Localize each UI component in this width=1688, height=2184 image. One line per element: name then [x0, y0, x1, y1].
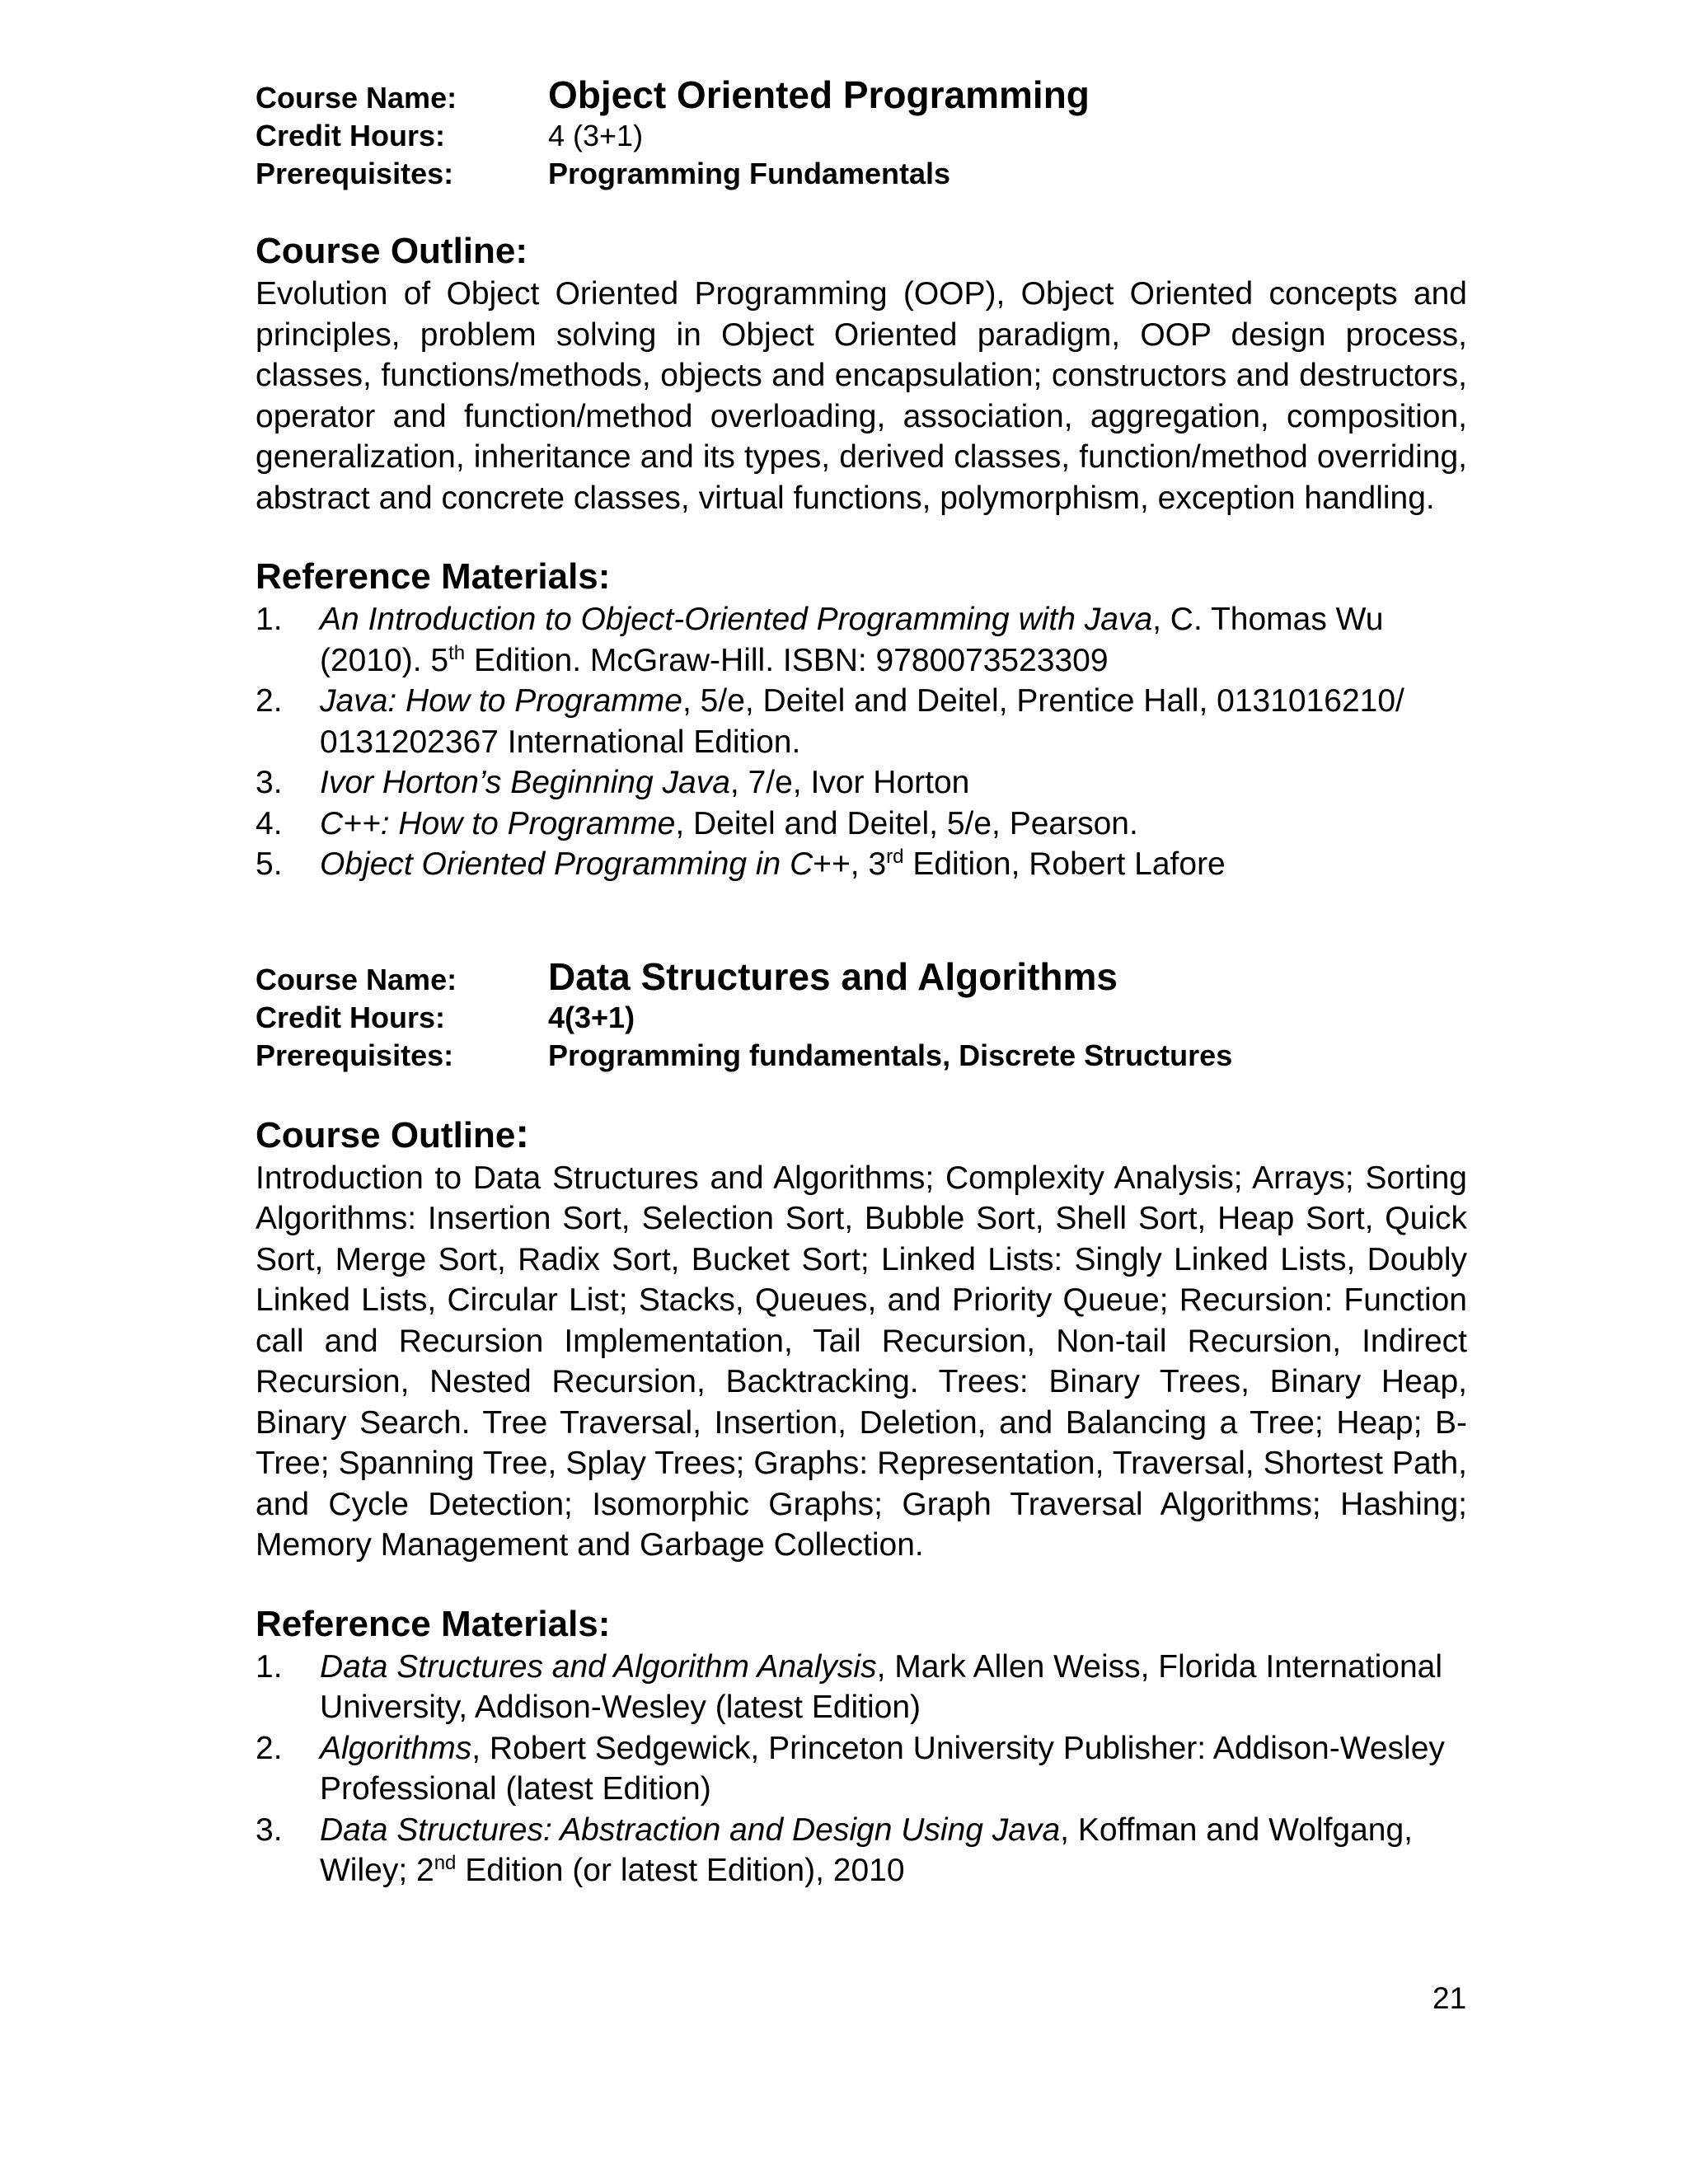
course-outline-heading: Course Outline: — [256, 231, 528, 271]
course-name-label: Course Name: — [256, 962, 457, 996]
course-dsa — [256, 954, 1467, 1891]
reference-list — [256, 599, 1467, 885]
course-outline-text: Introduction to Data Structures and Algorithms; Complexity Analysis; Arrays; Sorting Algorithms: Insertion Sort, Selection Sort, Bubble Sort, Shell Sort, Heap Sort, Quick Sort, Merge Sort, Radix Sort, Bucket Sort; Linked Lists: Singly Linked Lists, Doubly Linked Lists, Circular List; Stacks, Queues, and Priority Queue; Recursion: Function call and Recursion Implementation, Tail Recursion, Non-tail Recursion, Indirect Recursion, Nested Recursion, Backtracking. Trees: Binary Trees, Binary Heap, Binary Search. Tree Traversal, Insertion, Deletion, and Balancing a Tree; Heap; B-Tree; Spanning Tree, Splay Trees; Graphs: Representation, Traversal, Shortest Path, and Cycle Detection; Isomorphic Graphs; Graph Traversal Algorithms; Hashing; Memory Management and Garbage Collection. — [256, 1160, 1467, 1563]
credit-hours-row — [256, 117, 1090, 155]
reference-item — [256, 1810, 1467, 1891]
reference-item — [256, 1647, 1467, 1728]
reference-number: 1. — [256, 1648, 283, 1685]
reference-title: Object Oriented Programming in C — [320, 846, 814, 882]
prerequisites-value: Programming fundamentals, Discrete Structures — [548, 1038, 1233, 1072]
credit-hours-row — [256, 999, 1232, 1037]
reference-title: Java: How to Programme — [320, 683, 682, 719]
credit-hours-value: 4(3+1) — [548, 1000, 635, 1034]
course-name-label: Course Name: — [256, 81, 457, 115]
course-meta — [256, 73, 1090, 193]
course-name-row — [256, 954, 1232, 999]
reference-number: 3. — [256, 1811, 283, 1848]
course-outline-heading — [256, 1111, 1467, 1158]
document-page — [256, 73, 1467, 1891]
reference-item — [256, 804, 1467, 845]
reference-details-end: Edition (or latest Edition), 2010 — [456, 1853, 905, 1888]
reference-materials-heading: Reference Materials: — [256, 1603, 611, 1644]
reference-number: 2. — [256, 1730, 283, 1766]
reference-superscript: th — [448, 641, 466, 664]
reference-details: , Koffman and Wolfgang, Wiley; 2 — [320, 1811, 1414, 1888]
reference-title: Ivor Horton’s Beginning Java — [320, 765, 730, 800]
reference-number: 5. — [256, 846, 283, 882]
reference-title: An Introduction to Object-Oriented Programming with Java — [320, 602, 1153, 637]
reference-number: 3. — [256, 765, 283, 800]
course-oop — [256, 73, 1467, 885]
prerequisites-label: Prerequisites: — [256, 1038, 454, 1072]
course-outline-heading-text: Course Outline — [256, 1114, 516, 1155]
reference-item — [256, 844, 1467, 885]
credit-hours-label: Credit Hours: — [256, 119, 446, 152]
prerequisites-row — [256, 155, 1090, 193]
course-outline-text: Evolution of Object Oriented Programming (OOP), Object Oriented concepts and principles, problem solving in Object Oriented paradigm, OOP design process, classes, functions/methods, objects and encapsulation; constructors and destructors, operator and function/method overloading, association, aggregation, composition, generalization, inheritance and its types, derived classes, function/method overriding, abstract and concrete classes, virtual functions, polymorphism, exception handling. — [256, 276, 1467, 516]
reference-details: , Mark Allen Weiss, Florida International University, Addison-Wesley (latest Edition) — [320, 1648, 1442, 1725]
page-number: 21 — [1432, 1981, 1467, 2015]
course-name: Object Oriented Programming — [548, 73, 1090, 116]
reference-number: 1. — [256, 602, 283, 637]
prerequisites-row — [256, 1037, 1232, 1075]
reference-details-end: Edition, Robert Lafore — [903, 846, 1226, 882]
reference-details: , 7/e, Ivor Horton — [729, 765, 970, 800]
reference-list — [256, 1647, 1467, 1891]
reference-number: 2. — [256, 683, 283, 719]
reference-title: Algorithms — [320, 1730, 472, 1766]
reference-details: , Deitel and Deitel, 5/e, Pearson. — [675, 805, 1138, 841]
reference-details: ++, 3 — [813, 846, 887, 882]
course-name-row — [256, 73, 1090, 117]
reference-details: , C. Thomas Wu (2010). 5 — [320, 602, 1384, 678]
reference-item — [256, 599, 1467, 681]
credit-hours-label: Credit Hours: — [256, 1000, 446, 1034]
credit-hours-value: 4 (3+1) — [548, 119, 644, 152]
reference-title: C++: How to Programme — [320, 805, 676, 841]
course-outline-heading-colon: : — [515, 1109, 530, 1156]
reference-materials-heading: Reference Materials: — [256, 556, 611, 597]
reference-title: Data Structures: Abstraction and Design Using Java — [320, 1811, 1061, 1848]
reference-item — [256, 762, 1467, 804]
reference-details: , 5/e, Deitel and Deitel, Prentice Hall, 0131016210/ 0131202367 International Edition. — [320, 683, 1404, 760]
reference-item — [256, 681, 1467, 762]
reference-title: Data Structures and Algorithm Analysis — [320, 1648, 877, 1685]
reference-number: 4. — [256, 805, 283, 841]
reference-superscript: rd — [886, 846, 904, 868]
course-meta — [256, 954, 1232, 1075]
prerequisites-value: Programming Fundamentals — [548, 157, 951, 190]
course-name: Data Structures and Algorithms — [548, 954, 1118, 998]
reference-superscript: nd — [434, 1852, 457, 1874]
reference-details: , Robert Sedgewick, Princeton University Publisher: Addison-Wesley Professional (latest Edition) — [320, 1730, 1445, 1807]
prerequisites-label: Prerequisites: — [256, 157, 454, 190]
reference-details-end: Edition. McGraw-Hill. ISBN: 9780073523309 — [465, 642, 1109, 678]
reference-item — [256, 1728, 1467, 1810]
